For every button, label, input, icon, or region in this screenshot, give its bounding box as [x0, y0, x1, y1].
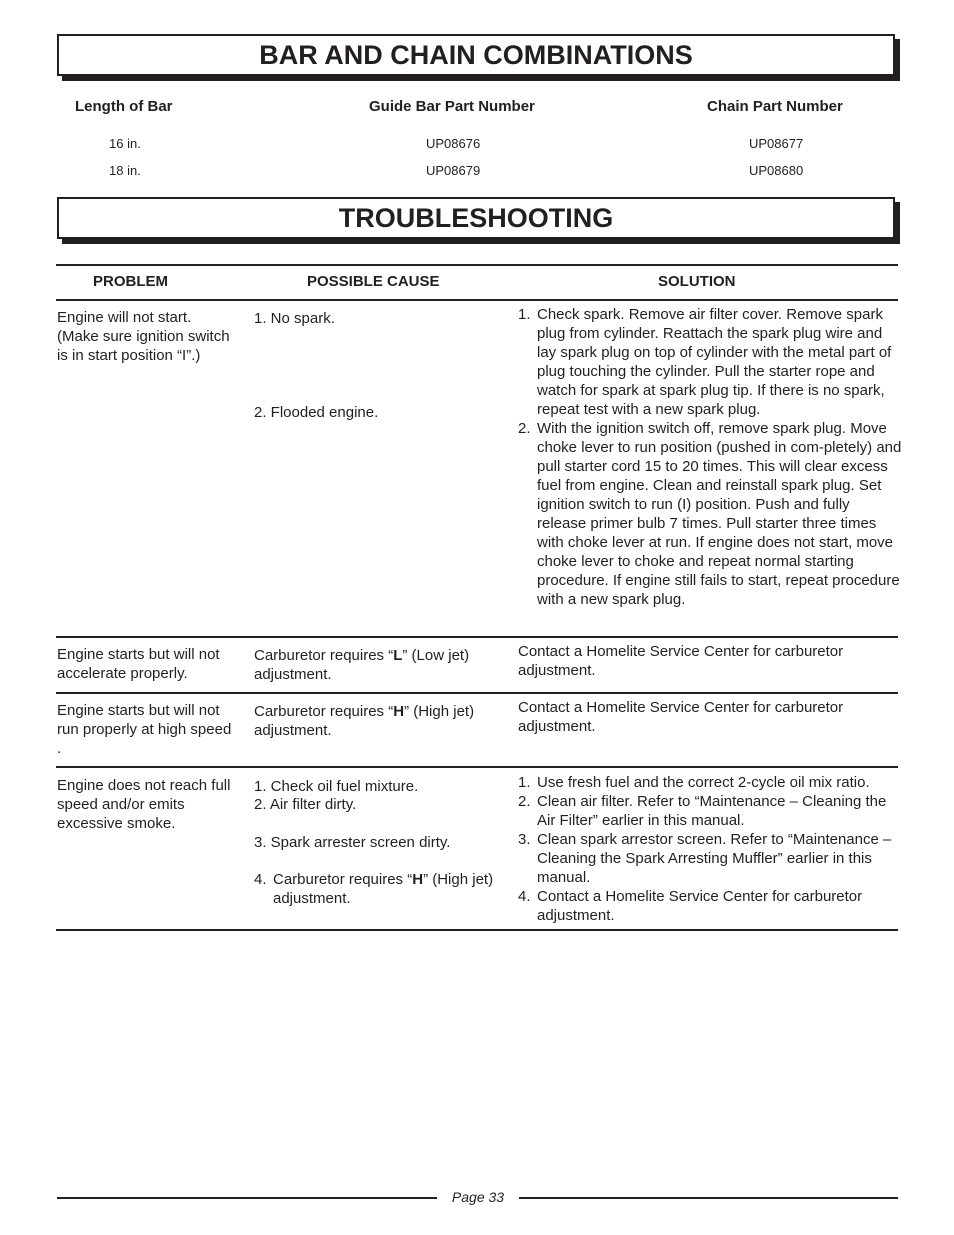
header-problem: PROBLEM — [93, 273, 168, 290]
page-number: Page 33 — [451, 1189, 505, 1205]
item-number: 1. — [518, 306, 531, 323]
item-number: 2. — [518, 420, 531, 437]
solution-cell: Contact a Homelite Service Center for carburetor adjustment. — [518, 643, 844, 679]
solution-item — [518, 887, 902, 925]
problem-cell: Engine starts but will not run properly at high speed . — [57, 702, 232, 757]
header-bottom-rule — [56, 299, 898, 301]
item-number: 4. — [518, 888, 531, 905]
solution-item — [518, 419, 902, 609]
table-bottom-rule — [56, 929, 898, 931]
item-number: 4. — [254, 871, 267, 888]
problem-cell: Engine will not start. (Make sure ignition switch is in start position “I”.) — [57, 309, 230, 364]
chain-part-cell: UP08677 — [749, 136, 804, 151]
solution-cell: Contact a Homelite Service Center for carburetor adjustment. — [518, 699, 844, 735]
item-number: 3. — [518, 831, 531, 848]
chain-part-cell: UP08680 — [749, 163, 804, 178]
item-number: 1. — [518, 774, 531, 791]
cause-cell — [254, 646, 494, 684]
bar-length-cell: 16 in. — [109, 136, 141, 151]
solution-text: With the ignition switch off, remove spark plug. Move choke lever to run position (pushed in com-pletely) and pull starter cord 15 to 20 times. This will clear excess fuel from engine. Clean and reinstall spark plug. Set ignition switch to run (I) position. Push and fully release primer bulb 7 times. Pull starter three times with choke lever at run. If engine does not start, move choke lever to choke and repeat normal starting procedure. If engine still fails to start, repeat procedure with a new spark plug. — [537, 420, 902, 608]
cause-item: 2. Flooded engine. — [254, 404, 379, 421]
cause-item — [254, 870, 494, 908]
problem-cell: Engine does not reach full speed and/or emits excessive smoke. — [57, 777, 231, 832]
jet-letter: H — [412, 871, 424, 888]
troubleshooting-title: TROUBLESHOOTING — [57, 197, 895, 239]
guide-bar-part-cell: UP08679 — [426, 163, 481, 178]
bar-chain-title: BAR AND CHAIN COMBINATIONS — [57, 34, 895, 76]
solution-item — [518, 792, 902, 830]
table-top-rule — [56, 264, 898, 266]
solution-item — [518, 830, 902, 887]
solution-item — [518, 773, 902, 792]
bar-length-cell: 18 in. — [109, 163, 141, 178]
footer-rule-right — [519, 1197, 898, 1199]
header-solution: SOLUTION — [658, 273, 736, 290]
cause-item: 1. Check oil fuel mixture. — [254, 778, 419, 795]
col-guide-bar-part: Guide Bar Part Number — [369, 98, 535, 115]
cause-text: Carburetor requires “ — [254, 703, 394, 720]
cause-item: 2. Air filter dirty. — [254, 796, 357, 813]
cause-item: 1. No spark. — [254, 310, 335, 327]
header-possible-cause: POSSIBLE CAUSE — [307, 273, 440, 290]
row-divider — [56, 766, 898, 768]
cause-item: 3. Spark arrester screen dirty. — [254, 834, 451, 851]
solution-text: Clean spark arrestor screen. Refer to “Maintenance – Cleaning the Spark Arresting Muffler” earlier in this manual. — [537, 831, 892, 886]
solution-list — [518, 305, 902, 609]
solution-text: Use fresh fuel and the correct 2-cycle oil mix ratio. — [537, 774, 870, 791]
cause-cell — [254, 702, 494, 740]
solution-text: Contact a Homelite Service Center for carburetor adjustment. — [537, 888, 863, 924]
cause-text: ” (Low jet) adjustment. — [254, 647, 470, 683]
row-divider — [56, 636, 898, 638]
cause-text: ” (High jet) adjustment. — [273, 871, 494, 907]
solution-text: Check spark. Remove air filter cover. Remove spark plug from cylinder. Reattach the spark plug wire and lay spark plug on top of cylinder with the metal part of plug touching the cylinder. Pull the starter rope and watch for spark at spark plug tip. If there is no spark, repeat test with a new spark plug. — [537, 306, 892, 418]
row-divider — [56, 692, 898, 694]
cause-text: Carburetor requires “ — [273, 871, 413, 888]
cause-text: Carburetor requires “ — [254, 647, 394, 664]
item-number: 2. — [518, 793, 531, 810]
solution-list — [518, 773, 902, 925]
guide-bar-part-cell: UP08676 — [426, 136, 481, 151]
cause-list — [254, 870, 494, 908]
col-length-of-bar: Length of Bar — [75, 98, 173, 115]
footer-rule-left — [57, 1197, 437, 1199]
solution-text: Clean air filter. Refer to “Maintenance – Cleaning the Air Filter” earlier in this manual. — [537, 793, 887, 829]
solution-item — [518, 305, 902, 419]
col-chain-part: Chain Part Number — [707, 98, 843, 115]
jet-letter: L — [393, 647, 403, 664]
cause-text: ” (High jet) adjustment. — [254, 703, 475, 739]
problem-cell: Engine starts but will not accelerate properly. — [57, 646, 220, 682]
jet-letter: H — [393, 703, 405, 720]
